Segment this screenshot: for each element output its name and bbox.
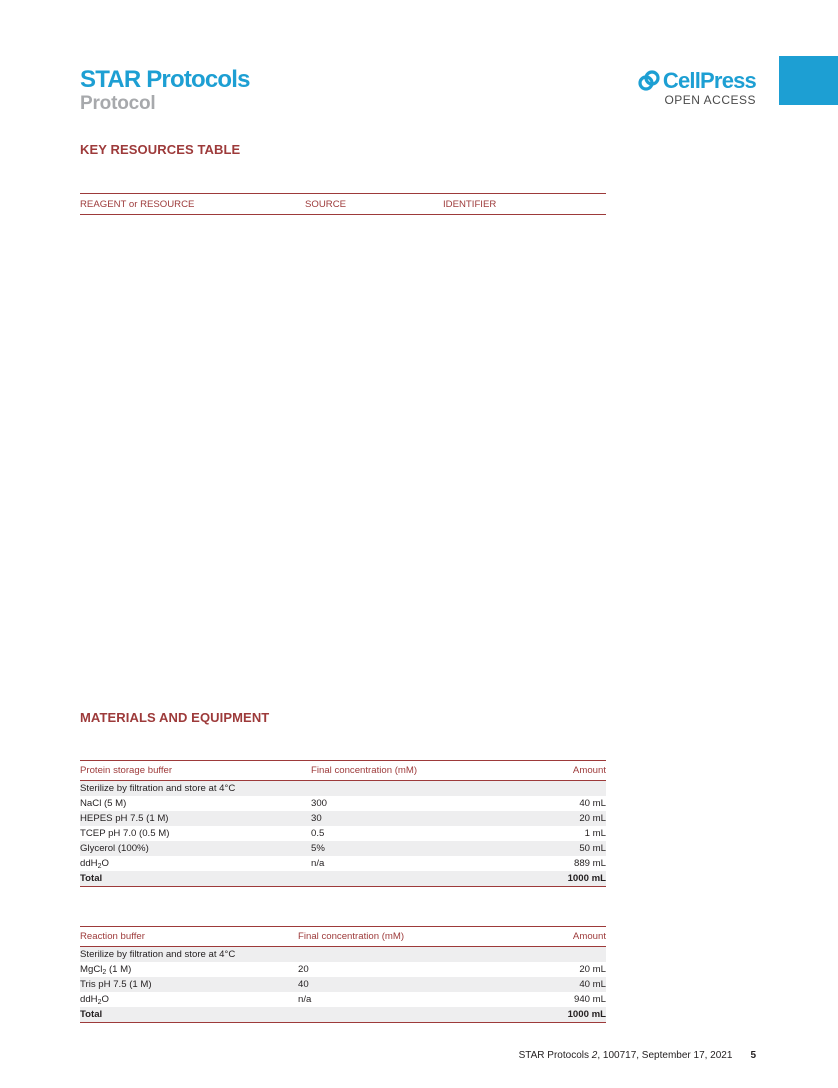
- column-header: Final concentration (mM): [298, 927, 511, 947]
- table-header-row: [80, 761, 606, 781]
- table-header-row: [80, 194, 606, 215]
- table-cell: 300: [311, 797, 328, 809]
- table-row: [80, 856, 606, 871]
- column-header: IDENTIFIER: [443, 194, 606, 215]
- table-note: Sterilize by filtration and store at 4°C: [80, 947, 606, 963]
- table-cell: [311, 871, 511, 887]
- table-cell: 1 mL: [584, 827, 606, 839]
- table-cell: 5%: [311, 841, 511, 856]
- column-header: Protein storage buffer: [80, 761, 311, 781]
- footer-citation: STAR Protocols 2, 100717, September 17, 2021: [518, 1050, 733, 1061]
- table-total-row: [80, 1007, 606, 1023]
- table-cell: Total: [80, 871, 311, 887]
- table-row: [80, 947, 606, 963]
- page-number: 5: [750, 1050, 756, 1061]
- table-cell: n/a: [311, 857, 325, 869]
- table-cell: Tris pH 7.5 (1 M): [80, 977, 298, 992]
- column-header: Reaction buffer: [80, 927, 298, 947]
- journal-title: STAR Protocols: [80, 66, 250, 93]
- cellpress-icon: [638, 70, 660, 92]
- table-cell: Total: [80, 1007, 298, 1023]
- table-cell: 1000 mL: [511, 871, 606, 887]
- table-cell: HEPES pH 7.5 (1 M): [80, 811, 311, 826]
- table-row: [80, 841, 606, 856]
- protein-storage-buffer-table: [80, 760, 606, 887]
- publisher-name: CellPress: [662, 68, 756, 93]
- key-resources-table: [80, 193, 606, 215]
- column-header: REAGENT or RESOURCE: [80, 194, 305, 215]
- table-cell: 50 mL: [511, 841, 606, 856]
- table-row: [80, 796, 606, 811]
- materials-title: MATERIALS AND EQUIPMENT: [80, 710, 270, 725]
- table-cell: ddH$_2$O: [80, 993, 109, 1006]
- article-type: Protocol: [80, 93, 156, 114]
- table-cell: n/a: [298, 993, 312, 1005]
- key-resources-title: KEY RESOURCES TABLE: [80, 142, 241, 157]
- table-row: [80, 992, 606, 1007]
- open-access-label: OPEN ACCESS: [664, 93, 756, 107]
- accent-bar: [779, 56, 838, 105]
- column-header: Amount: [511, 927, 606, 947]
- table-cell: 1000 mL: [511, 1007, 606, 1023]
- table-cell: 20: [298, 963, 309, 975]
- table-total-row: [80, 871, 606, 887]
- reaction-buffer-table: [80, 926, 606, 1023]
- column-header: Amount: [511, 761, 606, 781]
- table-row: [80, 781, 606, 797]
- table-cell: 40 mL: [511, 977, 606, 992]
- table-cell: 20 mL: [511, 811, 606, 826]
- table-cell: ddH$_2$O: [80, 857, 109, 870]
- table-cell: [298, 1007, 511, 1023]
- table-cell: 30: [311, 811, 511, 826]
- journal-brand: [80, 67, 250, 115]
- table-row: [80, 811, 606, 826]
- table-cell: 20 mL: [579, 963, 606, 975]
- table-cell: NaCl (5 M): [80, 797, 127, 809]
- table-cell: TCEP pH 7.0 (0.5 M): [80, 827, 170, 839]
- table-header-row: [80, 927, 606, 947]
- table-cell: Glycerol (100%): [80, 841, 311, 856]
- table-row: [80, 977, 606, 992]
- table-cell: 0.5: [311, 827, 325, 839]
- column-header: Final concentration (mM): [311, 761, 511, 781]
- table-row: [80, 962, 606, 977]
- table-cell: 40 mL: [579, 797, 606, 809]
- table-note: Sterilize by filtration and store at 4°C: [80, 781, 606, 797]
- column-header: SOURCE: [305, 194, 443, 215]
- page-footer: [519, 1050, 756, 1061]
- publisher-logo: [638, 70, 756, 107]
- table-cell: 889 mL: [574, 857, 606, 869]
- table-cell: 40: [298, 977, 511, 992]
- table-cell: 940 mL: [574, 993, 606, 1005]
- table-row: [80, 826, 606, 841]
- table-cell: MgCl$_2$ (1 M): [80, 963, 132, 976]
